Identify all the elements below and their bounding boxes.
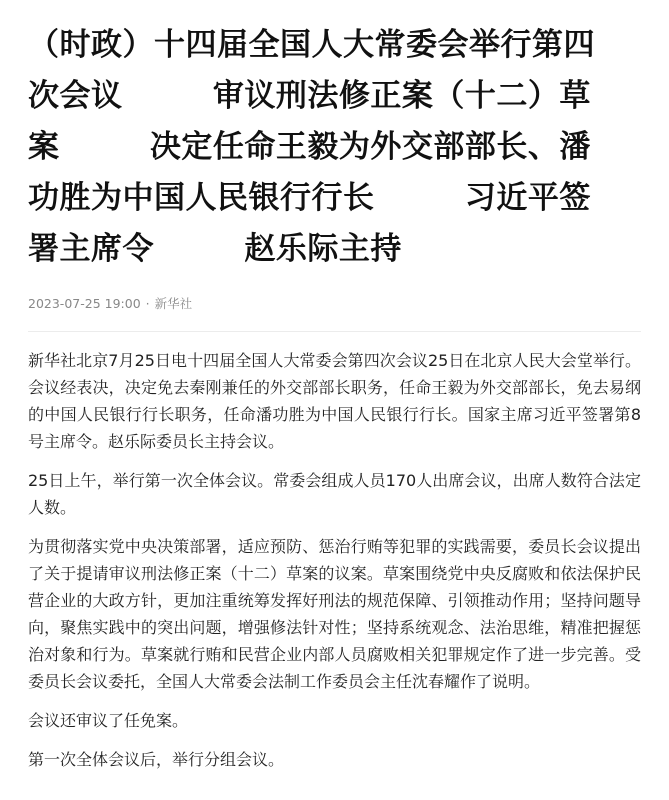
article-paragraph: 25日上午，举行第一次全体会议。常委会组成人员170人出席会议，出席人数符合法定人数。 — [28, 471, 641, 517]
meta-divider — [28, 331, 641, 332]
article-paragraph: 会议还审议了任免案。 — [28, 711, 189, 730]
article-paragraph: 新华社北京7月25日电十四届全国人大常委会第四次会议25日在北京人民大会堂举行。会议经表决，决定免去秦刚兼任的外交部部长职务，任命王毅为外交部部长，免去易纲的中国人民银行行长职务，任命潘功胜为中国人民银行行长。国家主席习近平签署第8号主席令。赵乐际委员长主持会议。 — [28, 351, 641, 451]
article-paragraph: 第一次全体会议后，举行分组会议。 — [28, 750, 285, 769]
article-body — [28, 347, 641, 773]
article-source: 新华社 — [154, 296, 193, 311]
publish-datetime: 2023-07-25 19:00 — [28, 296, 141, 311]
title-line: 次会议 审议刑法修正案（十二）草 — [28, 78, 591, 114]
title-line: （时政）十四届全国人大常委会举行第四 — [28, 27, 595, 63]
article-title — [28, 20, 641, 275]
title-line: 案 决定任命王毅为外交部部长、潘 — [28, 129, 591, 165]
article-paragraph: 为贯彻落实党中央决策部署，适应预防、惩治行贿等犯罪的实践需要，委员长会议提出了关于提请审议刑法修正案（十二）草案的议案。草案围绕党中央反腐败和依法保护民营企业的大政方针，更加注重统筹发挥好刑法的规范保障、引领推动作用；坚持问题导向，聚焦实践中的突出问题，增强修法针对性；坚持系统观念、法治思维，精准把握惩治对象和行为。草案就行贿和民营企业内部人员腐败相关犯罪规定作了进一步完善。受委员长会议委托，全国人大常委会法制工作委员会主任沈春耀作了说明。 — [28, 537, 641, 691]
title-line: 功胜为中国人民银行行长 习近平签 — [28, 180, 591, 216]
meta-separator: · — [145, 296, 150, 311]
title-line: 署主席令 赵乐际主持 — [28, 231, 402, 267]
article-meta — [28, 295, 641, 313]
